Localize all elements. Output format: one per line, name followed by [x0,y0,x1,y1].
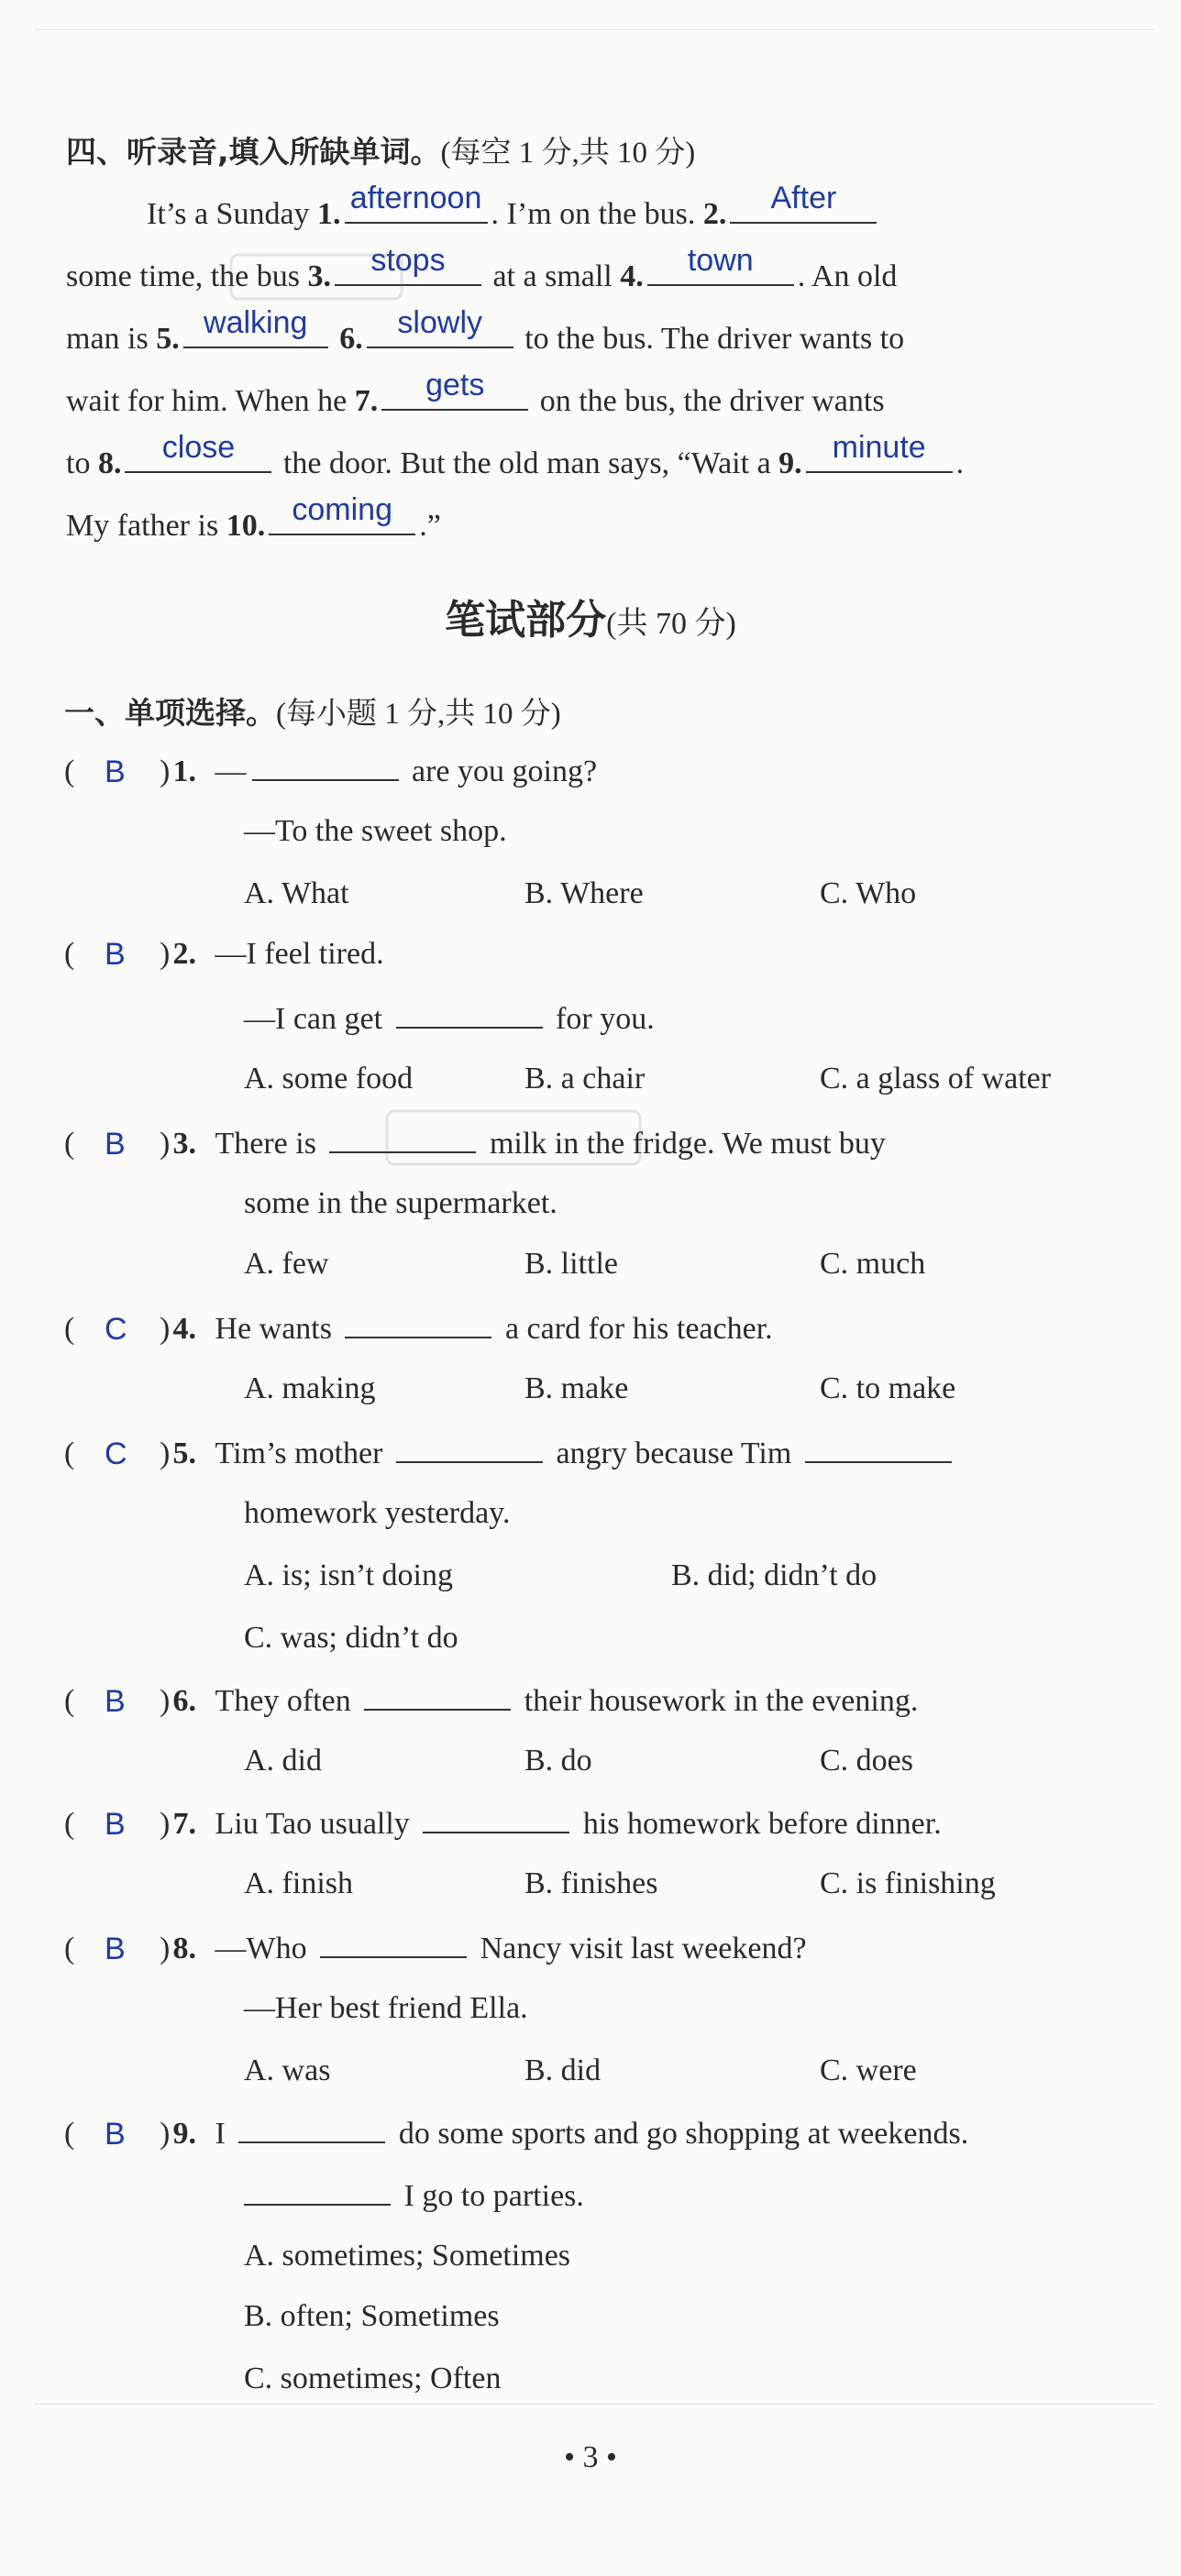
bottom-rule [35,2404,1153,2405]
option: C. does [820,1744,913,1778]
answer-blank-2: After [730,191,877,224]
question-7: ( B ) 7. Liu Tao usually his homework before dinner. [64,1804,942,1842]
option: B. do [524,1744,592,1778]
listening-heading: 四、听录音,填入所缺单词。(每空 1 分,共 10 分) [66,134,696,170]
option: C. a glass of water [820,1062,1052,1095]
question-5: ( C ) 5. Tim’s mother angry because Tim [64,1434,957,1471]
answer-blank-9: minute [806,440,953,473]
option: C. sometimes; Often [244,2361,502,2395]
written-section-title: 笔试部分(共 70 分) [445,597,736,644]
option: B. Where [524,876,644,910]
option: A. finish [244,1866,353,1900]
option: C. is finishing [820,1866,996,1900]
option: B. did [524,2053,602,2087]
passage-line-1: It’s a Sunday 1. afternoon . I’m on the bus. 2. After [147,191,880,232]
question-2: ( B ) 2. —I feel tired. [64,937,384,972]
question-3-line2: some in the supermarket. [244,1186,557,1220]
question-9-line2: I go to parties. [244,2176,584,2214]
watermark-mark [385,1106,642,1170]
answer-blank-1: afternoon [345,191,488,224]
answer-blank-6: slowly [367,315,513,348]
option: C. Who [820,876,917,910]
option: A. did [244,1744,322,1778]
option: A. was [244,2053,331,2087]
option: A. few [244,1247,329,1281]
option: B. often; Sometimes [244,2299,500,2333]
option: C. to make [820,1371,956,1405]
answer-blank-8: close [125,440,271,473]
passage-line-5: to 8. close the door. But the old man says, “Wait a 9. minute . [66,430,965,480]
answer-blank-4: town [647,253,794,286]
option: B. did; didn’t do [671,1558,877,1592]
question-4: ( C ) 4. He wants a card for his teacher. [64,1309,773,1347]
option: C. was; didn’t do [244,1621,458,1655]
question-1: ( B ) 1. — are you going? [64,752,597,789]
watermark-logo [229,249,403,317]
question-2-reply: —I can get for you. [244,999,655,1037]
option: B. make [524,1371,629,1405]
option: B. little [524,1247,618,1281]
question-3: ( B ) 3. There is milk in the fridge. We must buy [64,1124,886,1161]
question-1-reply: —To the sweet shop. [244,814,507,848]
question-6: ( B ) 6. They often their housework in the evening. [64,1681,918,1719]
option: C. much [820,1247,926,1281]
answer-blank-10: coming [269,502,415,535]
question-5-line2: homework yesterday. [244,1496,511,1530]
option: A. making [244,1371,376,1405]
option: C. were [820,2053,917,2087]
watermark-mark [229,249,403,304]
passage-line-4: wait for him. When he 7. gets on the bus, the driver wants [66,368,885,418]
option: B. a chair [524,1062,646,1095]
answer-blank-3: stops [335,253,481,286]
option: A. What [244,876,349,910]
option: A. sometimes; Sometimes [244,2239,571,2273]
watermark-logo-2 [385,1106,642,1183]
passage-line-3: man is 5. walking 6. slowly to the bus. The driver wants to [66,305,905,356]
question-8: ( B ) 8. —Who Nancy visit last weekend? [64,1929,807,1966]
mc-heading: 一、单项选择。(每小题 1 分,共 10 分) [64,695,561,731]
question-8-reply: —Her best friend Ella. [244,1991,528,2025]
answer-blank-7: gets [381,378,528,411]
passage-line-2: some time, the bus 3. stops at a small 4. town . An old [66,243,898,293]
answer-blank-5: walking [183,315,328,348]
question-9: ( B ) 9. I do some sports and go shopping at weekends. [64,2114,968,2152]
option: B. finishes [524,1866,658,1900]
top-rule [35,29,1153,30]
option: A. is; isn’t doing [244,1558,453,1592]
passage-line-6: My father is 10. coming .” [66,492,441,543]
page-number: • 3 • [564,2440,617,2474]
option: A. some food [244,1062,414,1095]
